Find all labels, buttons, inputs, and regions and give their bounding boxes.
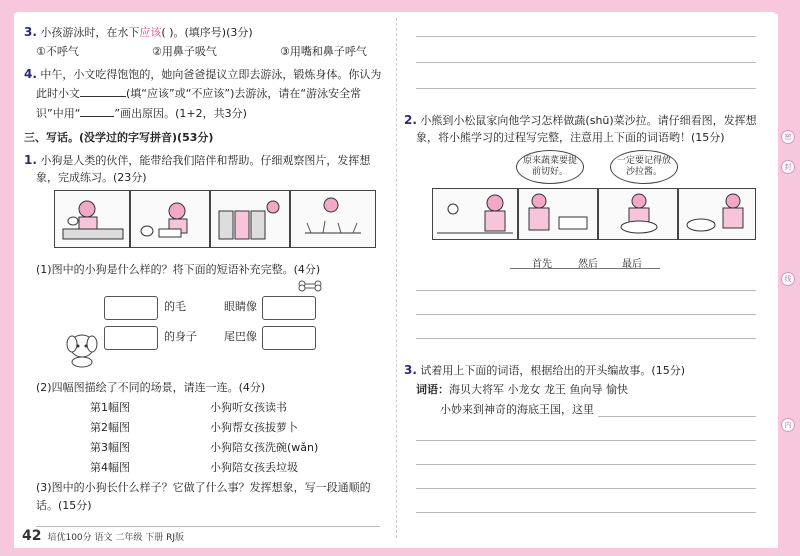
word-finally: 最后 (622, 259, 642, 270)
seal-mark-1: 密 (781, 130, 795, 144)
match-left-3[interactable]: 第3幅图 (90, 441, 130, 454)
question-4-line-2 (36, 86, 361, 102)
bear-eating-illustration (679, 189, 755, 239)
writing-line[interactable] (598, 416, 756, 417)
page-footer (22, 528, 184, 544)
writing-line[interactable] (416, 488, 756, 489)
seal-mark-3: 线 (781, 272, 795, 286)
option-3[interactable]: ③用嘴和鼻子呼气 (280, 45, 367, 58)
writing-line[interactable] (416, 62, 756, 63)
sub-question-3-line-2: 话。(15分) (36, 499, 92, 512)
bear-squirrel-illustration (433, 189, 517, 239)
comic-panel-2 (130, 190, 210, 248)
writing-line[interactable] (416, 464, 756, 465)
comic-panel-3 (210, 190, 290, 248)
fur-answer-box[interactable] (104, 296, 158, 320)
tail-phrase: 尾巴像 (224, 330, 257, 343)
column-divider (396, 18, 397, 538)
bone-icon (298, 280, 322, 292)
writing-line[interactable] (416, 440, 756, 441)
writing-line[interactable] (36, 526, 380, 527)
vocab-words: 海贝大将军 小龙女 龙王 鱼向导 愉快 (449, 383, 628, 396)
match-left-1[interactable]: 第1幅图 (90, 401, 130, 414)
match-right-3[interactable]: 小狗陪女孩洗碗(wǎn) (210, 441, 319, 454)
question-line-1: 中午，小文吃得饱饱的，她向爸爸提议立即去游泳，锻炼身体。你认为 (40, 68, 382, 81)
tail-answer-box[interactable] (262, 326, 316, 350)
girl-reading-illustration (131, 191, 209, 247)
writing-line[interactable] (416, 36, 756, 37)
bear-panel-3 (598, 188, 678, 240)
match-right-1[interactable]: 小狗听女孩读书 (210, 401, 287, 414)
seal-mark-4: 内 (781, 418, 795, 432)
match-right-2[interactable]: 小狗帮女孩拔萝卜 (210, 421, 298, 434)
bear-cutting-illustration (519, 189, 597, 239)
question-number: 3. (24, 25, 37, 39)
question-number: 1. (24, 153, 37, 167)
question-number: 4. (24, 67, 37, 81)
underline-sample (80, 116, 114, 117)
footer-text: 培优100分 语文 二年级 下册 RJ版 (47, 533, 185, 543)
sub-question-2: (2)四幅图描绘了不同的场景，请连一连。(4分) (36, 381, 266, 394)
word-then: 然后 (578, 259, 598, 270)
girl-washing-dishes-illustration (55, 191, 129, 247)
question-number: 2. (404, 113, 417, 127)
text-fragment: 识”中用“ (36, 107, 81, 120)
text-fragment: (填“应该”或“不应该”)去游泳，请在“游泳安全常 (126, 87, 362, 100)
question-text: 试着用上下面的词语，根据给出的开头编故事。(15分) (420, 364, 686, 377)
question-number: 3. (404, 363, 417, 377)
question-2-line-2: 象，将小熊学习的过程写完整，注意用上下面的词语哟！(15分) (416, 131, 725, 144)
question-line-1: 小狗是人类的伙伴，能带给我们陪伴和帮助。仔细观察图片，发挥想 (40, 154, 371, 167)
word-first: 首先 (532, 259, 552, 270)
match-left-4[interactable]: 第4幅图 (90, 461, 130, 474)
eyes-answer-box[interactable] (262, 296, 316, 320)
bear-panel-2 (518, 188, 598, 240)
comic-panel-4 (290, 190, 376, 248)
question-4 (24, 66, 381, 83)
option-1[interactable]: ①不呼气 (36, 45, 79, 58)
writing-line[interactable] (416, 88, 756, 89)
writing-line[interactable] (416, 314, 756, 315)
bear-mixing-illustration (599, 189, 677, 239)
section-title: 三、写话。(没学过的字写拼音)(53分) (24, 131, 214, 144)
page-border-bottom (0, 548, 800, 556)
puppy-icon (62, 328, 102, 368)
writing-question-1 (24, 152, 370, 169)
sub-question-1: (1)图中的小狗是什么样的？将下面的短语补充完整。(4分) (36, 263, 321, 276)
text-fragment: 此时小文 (36, 87, 80, 100)
writing-line[interactable] (416, 512, 756, 513)
question-keyword: 应该 (139, 26, 162, 39)
writing-line[interactable] (416, 338, 756, 339)
vocab-list (416, 382, 628, 398)
page-number: 42 (22, 528, 42, 544)
comic-panel-1 (54, 190, 130, 248)
answer-blank[interactable] (80, 96, 126, 97)
question-4-line-3 (36, 106, 247, 122)
fur-phrase: 的毛 (164, 300, 186, 313)
question-3-right (404, 362, 685, 379)
body-answer-box[interactable] (104, 326, 158, 350)
writing-line[interactable] (416, 290, 756, 291)
eyes-phrase: 眼睛像 (224, 300, 257, 313)
question-3 (24, 24, 253, 41)
text-fragment: ”画出原因。(1+2，共3分) (114, 107, 247, 120)
match-right-4[interactable]: 小狗陪女孩丢垃圾 (210, 461, 298, 474)
option-2[interactable]: ②用鼻子吸气 (152, 45, 217, 58)
question-text-tail: ( )。(填序号)(3分) (161, 26, 253, 39)
speech-bubble-1: 原来蔬菜要提前切好。 (516, 150, 584, 184)
question-text: 小孩游泳时，在水下 (40, 26, 140, 39)
bear-panel-1 (432, 188, 518, 240)
question-line-1: 小熊到小松鼠家向他学习怎样做蔬(shū)菜沙拉。请仔细看图，发挥想 (420, 114, 757, 127)
girl-garbage-illustration (211, 191, 289, 247)
body-phrase: 的身子 (164, 330, 197, 343)
seal-mark-2: 封 (781, 160, 795, 174)
sub-question-3-line-1: (3)图中的小狗长什么样子？它做了什么事？发挥想象，写一段通顺的 (36, 481, 371, 494)
writing-question-1-line-2: 象，完成练习。(23分) (36, 171, 147, 184)
vocab-label: 词语： (416, 383, 449, 396)
question-2-right (404, 112, 757, 129)
speech-bubble-2: 一定要记得放沙拉酱。 (610, 150, 678, 184)
match-left-2[interactable]: 第2幅图 (90, 421, 130, 434)
girl-pulling-radish-illustration (291, 191, 375, 247)
story-start: 小妙来到神奇的海底王国，这里 (440, 403, 594, 416)
page-border-left (0, 0, 14, 556)
bear-panel-4 (678, 188, 756, 240)
